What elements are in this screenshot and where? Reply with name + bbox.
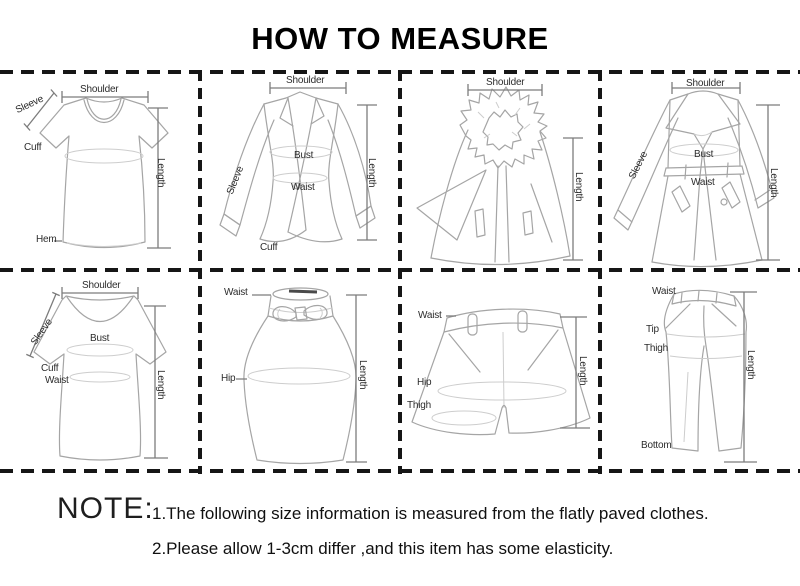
skirt-drawing bbox=[200, 270, 400, 468]
label-length: Length bbox=[573, 172, 584, 202]
label-hem: Hem bbox=[36, 234, 57, 245]
label-sleeve: Sleeve bbox=[627, 149, 651, 181]
label-length: Length bbox=[155, 158, 166, 188]
label-length: Length bbox=[577, 356, 588, 386]
panel-skirt bbox=[200, 270, 400, 468]
label-cuff: Cuff bbox=[41, 363, 59, 374]
label-length: Length bbox=[366, 158, 377, 188]
label-shoulder: Shoulder bbox=[82, 280, 121, 291]
page-title: HOW TO MEASURE bbox=[251, 21, 549, 56]
label-shoulder: Shoulder bbox=[80, 84, 119, 95]
label-hip: Hip bbox=[417, 377, 432, 388]
label-shoulder: Shoulder bbox=[486, 77, 525, 88]
panel-blazer bbox=[200, 72, 400, 270]
label-sleeve: Sleeve bbox=[14, 93, 46, 116]
label-length: Length bbox=[155, 370, 166, 400]
hooded-coat-drawing bbox=[400, 72, 600, 270]
label-cuff: Cuff bbox=[260, 242, 278, 253]
label-sleeve: Sleeve bbox=[225, 164, 247, 197]
label-hip: Hip bbox=[221, 373, 236, 384]
label-bust: Bust bbox=[294, 150, 314, 161]
label-waist: Waist bbox=[45, 375, 69, 386]
panel-pants bbox=[600, 270, 800, 468]
label-cuff: Cuff bbox=[24, 142, 42, 153]
label-bottom: Bottom bbox=[641, 440, 672, 451]
note-line: 2.Please allow 1-3cm differ ,and this item has some elasticity. bbox=[152, 539, 614, 558]
label-waist: Waist bbox=[691, 177, 715, 188]
label-length: Length bbox=[745, 350, 756, 380]
label-bust: Bust bbox=[90, 333, 110, 344]
panel-tshirt bbox=[0, 72, 200, 270]
label-bust: Bust bbox=[694, 149, 714, 160]
label-shoulder: Shoulder bbox=[286, 75, 325, 86]
label-shoulder: Shoulder bbox=[686, 78, 725, 89]
note-line: 1.The following size information is measured from the flatly paved clothes. bbox=[152, 504, 709, 523]
panel-shorts bbox=[400, 270, 600, 468]
label-waist: Waist bbox=[652, 286, 676, 297]
label-length: Length bbox=[357, 360, 368, 390]
label-thigh: Thigh bbox=[407, 400, 432, 411]
label-sleeve: Sleeve bbox=[29, 316, 55, 348]
panel-dress bbox=[0, 270, 200, 468]
label-waist: Waist bbox=[291, 182, 315, 193]
panel-trench-coat bbox=[600, 72, 800, 270]
label-waist: Waist bbox=[418, 310, 442, 321]
dress-drawing bbox=[0, 270, 200, 468]
label-waist: Waist bbox=[224, 287, 248, 298]
shorts-drawing bbox=[400, 270, 600, 468]
pants-drawing bbox=[600, 270, 800, 468]
label-tip: Tip bbox=[646, 324, 659, 335]
label-length: Length bbox=[768, 168, 779, 198]
note-heading: NOTE: bbox=[57, 492, 154, 525]
panel-hooded-coat bbox=[400, 72, 600, 270]
label-thigh: Thigh bbox=[644, 343, 669, 354]
